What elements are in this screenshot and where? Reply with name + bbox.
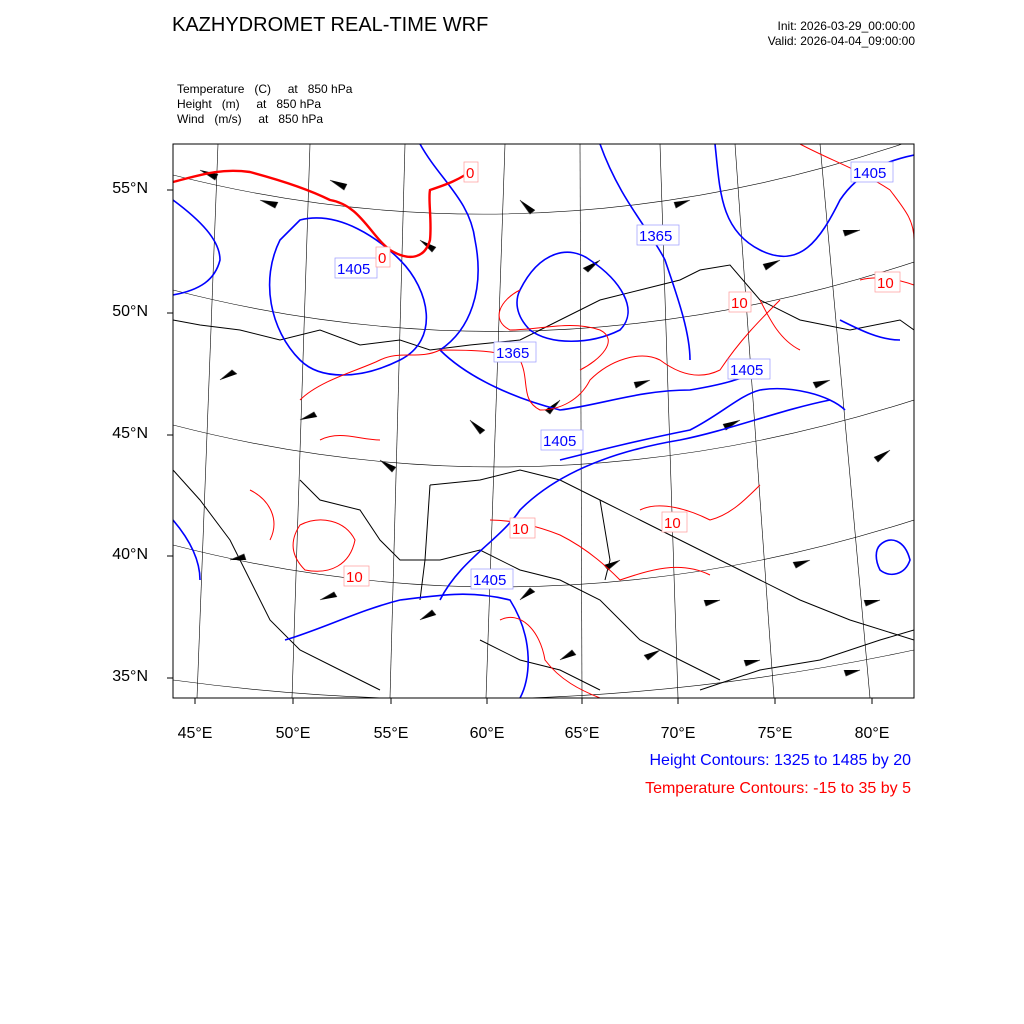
lon-label: 45°E <box>177 725 213 742</box>
temperature-label <box>376 247 390 267</box>
height-label <box>335 258 377 278</box>
svg-text:1405: 1405 <box>473 572 507 589</box>
height-label <box>728 359 770 379</box>
valid-time: Valid: 2026-04-04_09:00:00 <box>767 34 915 48</box>
height-legend: Height Contours: 1325 to 1485 by 20 <box>649 752 911 769</box>
graticule <box>173 140 914 699</box>
svg-text:0: 0 <box>466 165 475 182</box>
lon-label: 80°E <box>854 725 890 742</box>
lat-label: 45°N <box>112 425 148 442</box>
map-title: KAZHYDROMET REAL-TIME WRF <box>172 14 489 36</box>
height-label <box>851 162 893 182</box>
lat-label: 55°N <box>112 180 148 197</box>
height-label <box>494 342 536 362</box>
map-frame <box>173 144 914 698</box>
svg-text:10: 10 <box>731 295 748 312</box>
lon-label: 60°E <box>469 725 505 742</box>
wind-barbs <box>200 170 890 676</box>
height-labels <box>335 162 893 589</box>
svg-text:10: 10 <box>877 275 894 292</box>
lon-label: 70°E <box>660 725 696 742</box>
lon-label: 55°E <box>373 725 409 742</box>
height-label <box>637 225 679 245</box>
borders <box>173 265 914 690</box>
svg-text:1405: 1405 <box>853 165 887 182</box>
height-contours <box>173 144 914 698</box>
height-label <box>541 430 583 450</box>
temperature-contours <box>173 144 914 698</box>
svg-text:10: 10 <box>346 569 363 586</box>
temperature-legend: Temperature Contours: -15 to 35 by 5 <box>645 780 911 797</box>
svg-text:1405: 1405 <box>730 362 764 379</box>
lon-label: 65°E <box>564 725 600 742</box>
height-label <box>471 569 513 589</box>
svg-text:1405: 1405 <box>543 433 577 450</box>
temperature-label <box>662 512 687 532</box>
init-time: Init: 2026-03-29_00:00:00 <box>777 19 915 33</box>
temperature-label <box>464 162 478 182</box>
temperature-label <box>510 518 535 538</box>
svg-text:10: 10 <box>664 515 681 532</box>
field-wind: Wind (m/s) at 850 hPa <box>177 112 324 126</box>
field-temperature: Temperature (C) at 850 hPa <box>177 82 353 96</box>
temperature-label <box>729 292 751 312</box>
lon-label: 75°E <box>757 725 793 742</box>
temperature-label <box>344 566 369 586</box>
lon-label: 50°E <box>275 725 311 742</box>
field-height: Height (m) at 850 hPa <box>177 97 322 111</box>
lat-label: 35°N <box>112 668 148 685</box>
svg-text:1365: 1365 <box>496 345 530 362</box>
svg-text:10: 10 <box>512 521 529 538</box>
svg-text:1405: 1405 <box>337 261 371 278</box>
temperature-label <box>875 272 900 292</box>
svg-text:0: 0 <box>378 250 387 267</box>
lat-label: 40°N <box>112 546 148 563</box>
svg-text:1365: 1365 <box>639 228 673 245</box>
lat-label: 50°N <box>112 303 148 320</box>
